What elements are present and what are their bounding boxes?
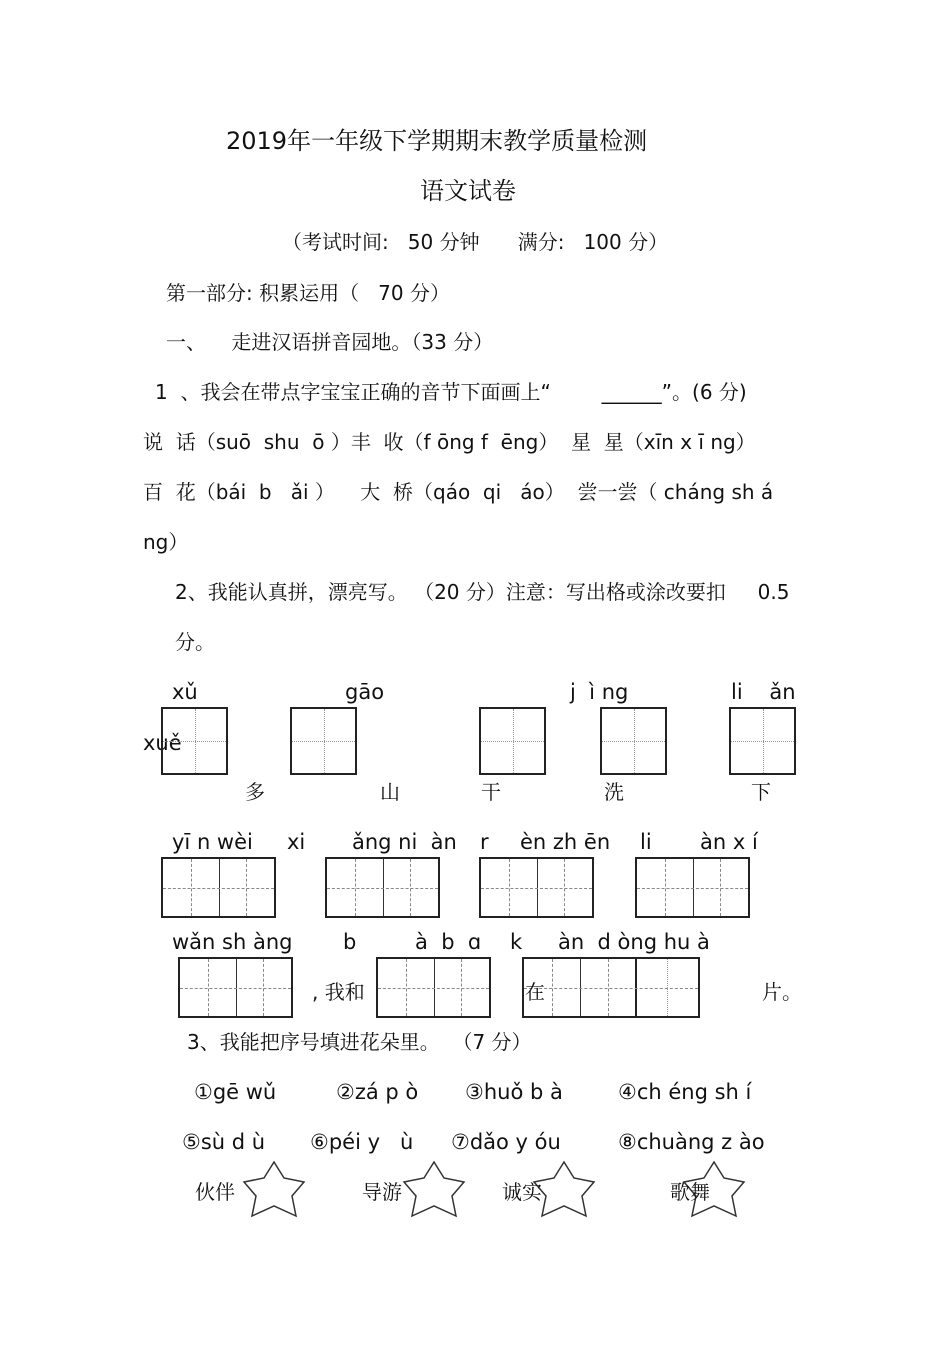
- writing-box[interactable]: [479, 707, 546, 775]
- pinyin-label: xi: [287, 830, 306, 854]
- writing-box[interactable]: [600, 707, 667, 775]
- pinyin-label: gāo: [345, 680, 385, 704]
- writing-box-pair[interactable]: [178, 957, 293, 1018]
- pinyin-label: xuě: [143, 731, 182, 755]
- flower-star-icon[interactable]: [402, 1160, 466, 1224]
- option-item: ⑧chuàng z ào: [618, 1130, 765, 1154]
- q1-prompt: 1 、我会在带点字宝宝正确的音节下面画上“ ______”。(6 分): [155, 380, 747, 404]
- pinyin-label: k: [510, 930, 523, 954]
- section1-heading: 一、 走进汉语拼音园地。（33 分）: [166, 330, 494, 354]
- option-item: ⑥péi y ù: [310, 1130, 414, 1154]
- pinyin-label: j ì ng: [570, 680, 629, 704]
- writing-box[interactable]: [161, 707, 228, 775]
- part1-heading: 第一部分: 积累运用（ 70 分）: [166, 281, 450, 305]
- pinyin-label: à b ɑ: [415, 930, 482, 954]
- page-subtitle: 语文试卷: [420, 177, 516, 205]
- writing-box-pair[interactable]: [325, 857, 440, 918]
- sentence-text: 在: [525, 980, 545, 1004]
- word-label: 诚实: [502, 1180, 542, 1204]
- writing-box-pair[interactable]: [479, 857, 594, 918]
- option-item: ④ch éng sh í: [618, 1080, 752, 1104]
- hint-char: 多: [245, 780, 265, 804]
- pinyin-label: wǎn sh àng: [172, 930, 293, 954]
- hint-char: 洗: [604, 780, 624, 804]
- word-label: 伙伴: [195, 1180, 235, 1204]
- q3-prompt: 3、我能把序号填进花朵里。 （7 分）: [187, 1030, 532, 1054]
- pinyin-label: èn zh ēn: [520, 830, 611, 854]
- writing-box-pair[interactable]: [376, 957, 491, 1018]
- q1-line2: 百 花（bái b ǎi ） 大 桥（qáo qi áo） 尝一尝（ cháng sh á: [143, 480, 774, 504]
- sentence-text: , 我和: [312, 980, 365, 1004]
- hint-char: 山: [380, 780, 400, 804]
- writing-box-pair[interactable]: [161, 857, 276, 918]
- pinyin-label: àn d òng hu à: [558, 930, 710, 954]
- option-item: ②zá p ò: [336, 1080, 419, 1104]
- pinyin-label: yī n wèi: [172, 830, 253, 854]
- pinyin-label: b: [343, 930, 357, 954]
- writing-box-quad[interactable]: [522, 957, 700, 1018]
- hint-char: 干: [481, 780, 501, 804]
- hint-char: 下: [751, 780, 771, 804]
- writing-box[interactable]: [290, 707, 357, 775]
- sentence-text: 片。: [762, 980, 802, 1004]
- word-label: 导游: [362, 1180, 402, 1204]
- page-title: 2019年一年级下学期期末教学质量检测: [226, 127, 648, 155]
- flower-star-icon[interactable]: [242, 1160, 306, 1224]
- pinyin-label: ǎng ni àn: [352, 830, 457, 854]
- q1-line3: ng）: [143, 530, 189, 554]
- writing-box-pair[interactable]: [635, 857, 750, 918]
- option-item: ①gē wǔ: [194, 1080, 277, 1104]
- writing-box[interactable]: [729, 707, 796, 775]
- pinyin-label: li ǎn: [731, 680, 796, 704]
- pinyin-label: r: [480, 830, 489, 854]
- pinyin-label: xǔ: [172, 680, 198, 704]
- option-item: ⑤sù d ù: [182, 1130, 266, 1154]
- pinyin-label: àn x í: [700, 830, 758, 854]
- q2-prompt: 2、我能认真拼，漂亮写。 （20 分）注意：写出格或涂改要扣 0.5: [175, 580, 790, 604]
- option-item: ③huǒ b à: [465, 1080, 563, 1104]
- exam-meta: （考试时间: 50 分钟 满分: 100 分）: [282, 230, 669, 254]
- word-label: 歌舞: [670, 1180, 710, 1204]
- q2-prompt-cont: 分。: [175, 630, 215, 654]
- option-item: ⑦dǎo y óu: [451, 1130, 561, 1154]
- q1-line1: 说 话（suō shu ō ）丰 收（f ōng f ēng） 星 星（xīn x ī ng）: [143, 430, 756, 454]
- pinyin-label: li: [640, 830, 652, 854]
